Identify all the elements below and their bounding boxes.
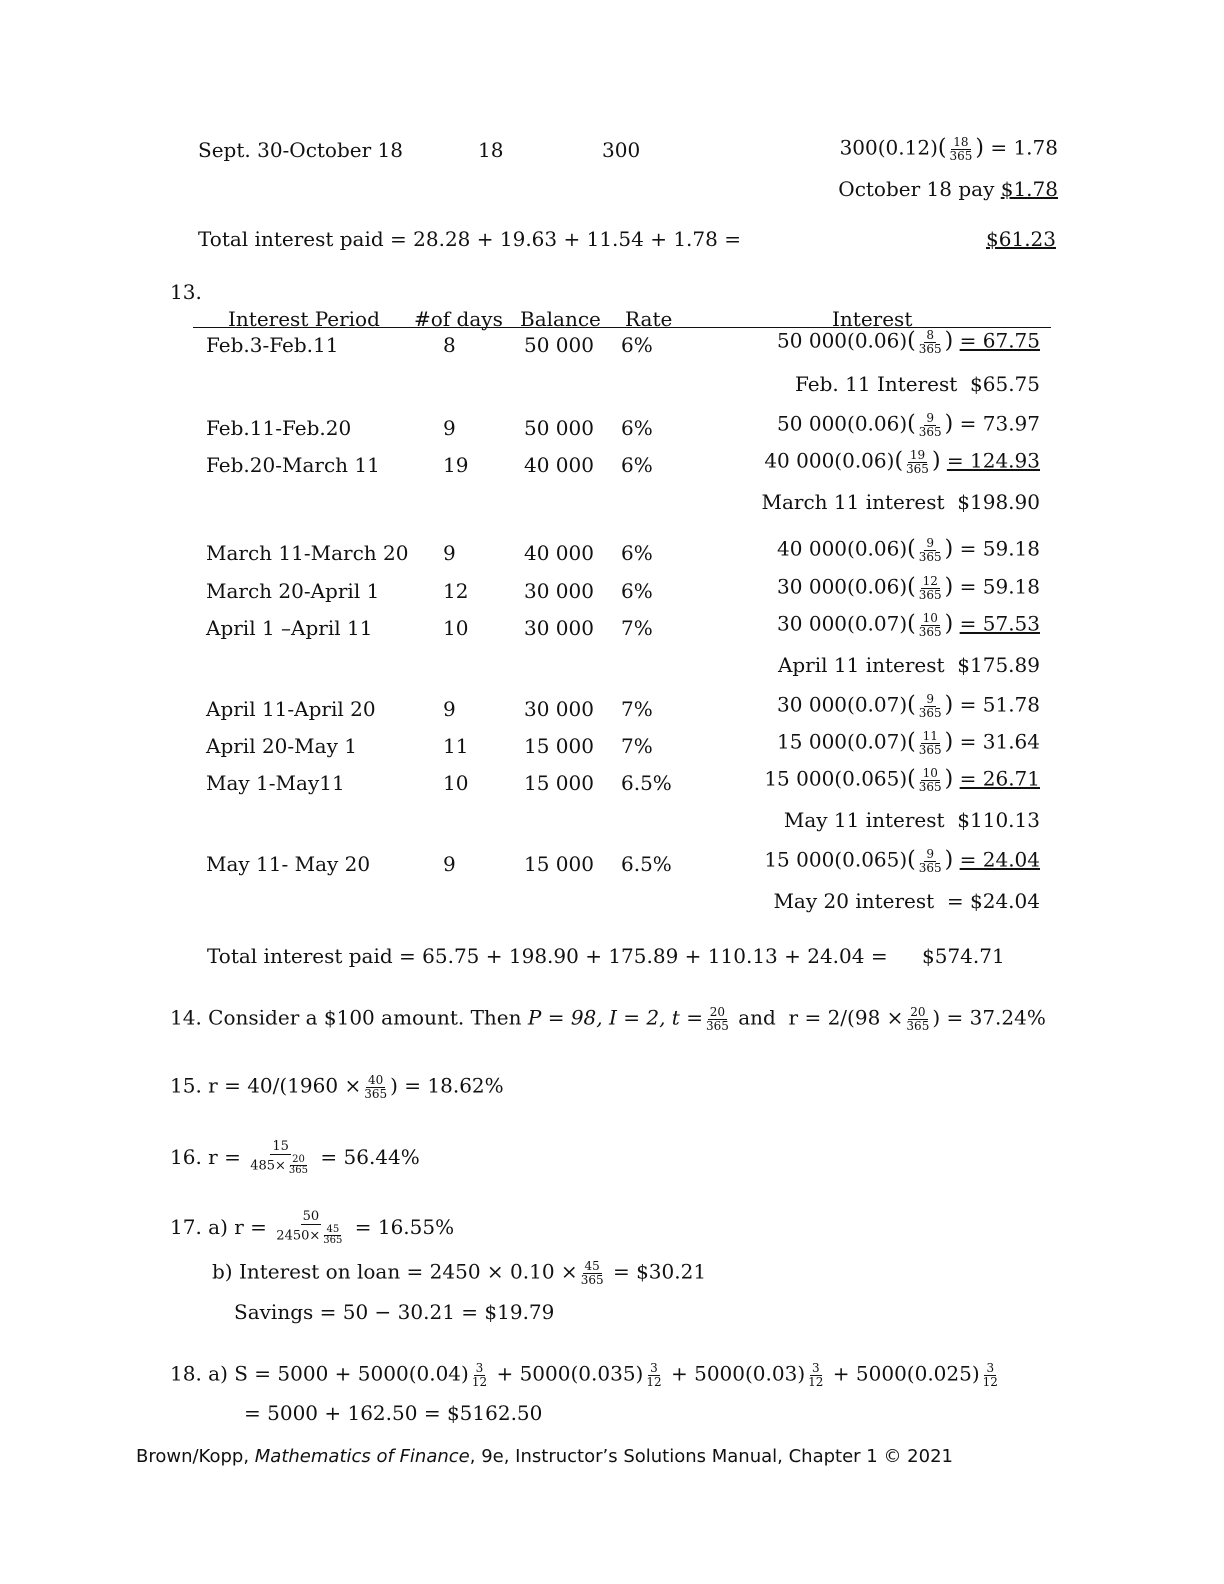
- row-period: May 11- May 20: [206, 852, 371, 876]
- prev-interest-calc: 300(0.12)( $\frac{18}{365}$ ) = 1.78: [839, 135, 1058, 163]
- row-days: 9: [443, 541, 456, 565]
- row-period: Feb.3-Feb.11: [206, 333, 339, 357]
- row-balance: 15 000: [524, 771, 594, 795]
- subtotal-interest: April 11 interest $175.89: [777, 653, 1040, 677]
- row-period: Feb.20-March 11: [206, 453, 380, 477]
- row-balance: 30 000: [524, 579, 594, 603]
- header-interest-period: Interest Period: [228, 307, 380, 331]
- q16: 16. r = 15 485× $\frac{20}{365}$ = 56.44%: [170, 1139, 420, 1177]
- row-interest-calc: 40 000(0.06)( $\frac{9}{365}$ ) = 59.18: [777, 536, 1040, 564]
- row-period: April 1 –April 11: [206, 616, 373, 640]
- row-days: 19: [443, 453, 469, 477]
- q17a: 17. a) r = 50 2450× $\frac{45}{365}$ = 16.55%: [170, 1209, 455, 1247]
- prev-total-value: $61.23: [986, 227, 1056, 251]
- prev-total-label: Total interest paid = 28.28 + 19.63 + 11.54 + 1.78 =: [198, 227, 741, 251]
- prev-balance: 300: [602, 138, 641, 162]
- row-days: 12: [443, 579, 469, 603]
- row-balance: 15 000: [524, 734, 594, 758]
- row-rate: 7%: [621, 616, 653, 640]
- prev-period: Sept. 30-October 18: [198, 138, 403, 162]
- row-balance: 30 000: [524, 616, 594, 640]
- q15: 15. r = 40/(1960 × $\frac{40}{365}$ ) = 18.62%: [170, 1073, 504, 1101]
- row-period: March 20-April 1: [206, 579, 380, 603]
- row-period: April 11-April 20: [206, 697, 376, 721]
- row-rate: 6.5%: [621, 771, 672, 795]
- row-interest-calc: 30 000(0.07)( $\frac{10}{365}$ ) = 57.53: [777, 611, 1040, 639]
- header-rate: Rate: [625, 307, 673, 331]
- row-days: 11: [443, 734, 469, 758]
- row-rate: 6%: [621, 541, 653, 565]
- row-days: 8: [443, 333, 456, 357]
- q13-total-value: $574.71: [922, 944, 1005, 968]
- row-days: 10: [443, 616, 469, 640]
- row-days: 10: [443, 771, 469, 795]
- row-rate: 6%: [621, 579, 653, 603]
- q13-total-label: Total interest paid = 65.75 + 198.90 + 175.89 + 110.13 + 24.04 =: [207, 944, 888, 968]
- header-days: #of days: [414, 307, 503, 331]
- row-rate: 7%: [621, 697, 653, 721]
- row-period: April 20-May 1: [206, 734, 357, 758]
- row-balance: 40 000: [524, 453, 594, 477]
- row-interest-calc: 40 000(0.06)( $\frac{19}{365}$ ) = 124.93: [764, 448, 1040, 476]
- header-balance: Balance: [520, 307, 601, 331]
- row-interest-calc: 50 000(0.06)( $\frac{9}{365}$ ) = 73.97: [777, 411, 1040, 439]
- row-rate: 6%: [621, 333, 653, 357]
- row-balance: 15 000: [524, 852, 594, 876]
- row-balance: 50 000: [524, 333, 594, 357]
- q14: 14. Consider a $100 amount. Then P = 98, I = 2, t = $\frac{20}{365}$ and r = 2/(98 × $\frac{20}{365}$ ) = 37.24%: [170, 1005, 1046, 1033]
- row-interest-calc: 50 000(0.06)( $\frac{8}{365}$ ) = 67.75: [777, 328, 1040, 356]
- row-interest-calc: 15 000(0.065)( $\frac{10}{365}$ ) = 26.71: [764, 766, 1040, 794]
- subtotal-interest: May 20 interest = $24.04: [773, 889, 1040, 913]
- q17b: b) Interest on loan = 2450 × 0.10 × $\frac{45}{365}$ = $30.21: [212, 1259, 707, 1287]
- row-rate: 6%: [621, 453, 653, 477]
- page-footer: Brown/Kopp, Mathematics of Finance, 9e, Instructor’s Solutions Manual, Chapter 1 © 2021: [136, 1446, 953, 1467]
- subtotal-interest: Feb. 11 Interest $65.75: [795, 372, 1040, 396]
- prev-pay: October 18 pay $1.78: [838, 177, 1058, 201]
- q18-line2: = 5000 + 162.50 = $5162.50: [244, 1401, 543, 1425]
- row-period: May 1-May11: [206, 771, 345, 795]
- row-interest-calc: 30 000(0.06)( $\frac{12}{365}$ ) = 59.18: [777, 574, 1040, 602]
- header-interest: Interest: [832, 307, 913, 331]
- table-header-rule: [193, 327, 1051, 328]
- row-interest-calc: 30 000(0.07)( $\frac{9}{365}$ ) = 51.78: [777, 692, 1040, 720]
- row-balance: 50 000: [524, 416, 594, 440]
- row-days: 9: [443, 852, 456, 876]
- row-rate: 6%: [621, 416, 653, 440]
- q18: 18. a) S = 5000 + 5000(0.04) $\frac{3}{12}$ + 5000(0.035) $\frac{3}{12}$ + 5000(0.03) $\frac{3}{12}$ + 5000(0.025) $\frac{3}{12}$: [170, 1361, 998, 1389]
- row-period: March 11-March 20: [206, 541, 409, 565]
- row-interest-calc: 15 000(0.07)( $\frac{11}{365}$ ) = 31.64: [777, 729, 1040, 757]
- row-balance: 30 000: [524, 697, 594, 721]
- row-rate: 6.5%: [621, 852, 672, 876]
- q17-savings: Savings = 50 − 30.21 = $19.79: [234, 1300, 555, 1324]
- row-days: 9: [443, 697, 456, 721]
- row-days: 9: [443, 416, 456, 440]
- subtotal-interest: May 11 interest $110.13: [783, 808, 1040, 832]
- row-balance: 40 000: [524, 541, 594, 565]
- q13-number: 13.: [170, 280, 202, 304]
- prev-days: 18: [478, 138, 504, 162]
- subtotal-interest: March 11 interest $198.90: [761, 490, 1040, 514]
- row-period: Feb.11-Feb.20: [206, 416, 352, 440]
- row-interest-calc: 15 000(0.065)( $\frac{9}{365}$ ) = 24.04: [764, 847, 1040, 875]
- row-rate: 7%: [621, 734, 653, 758]
